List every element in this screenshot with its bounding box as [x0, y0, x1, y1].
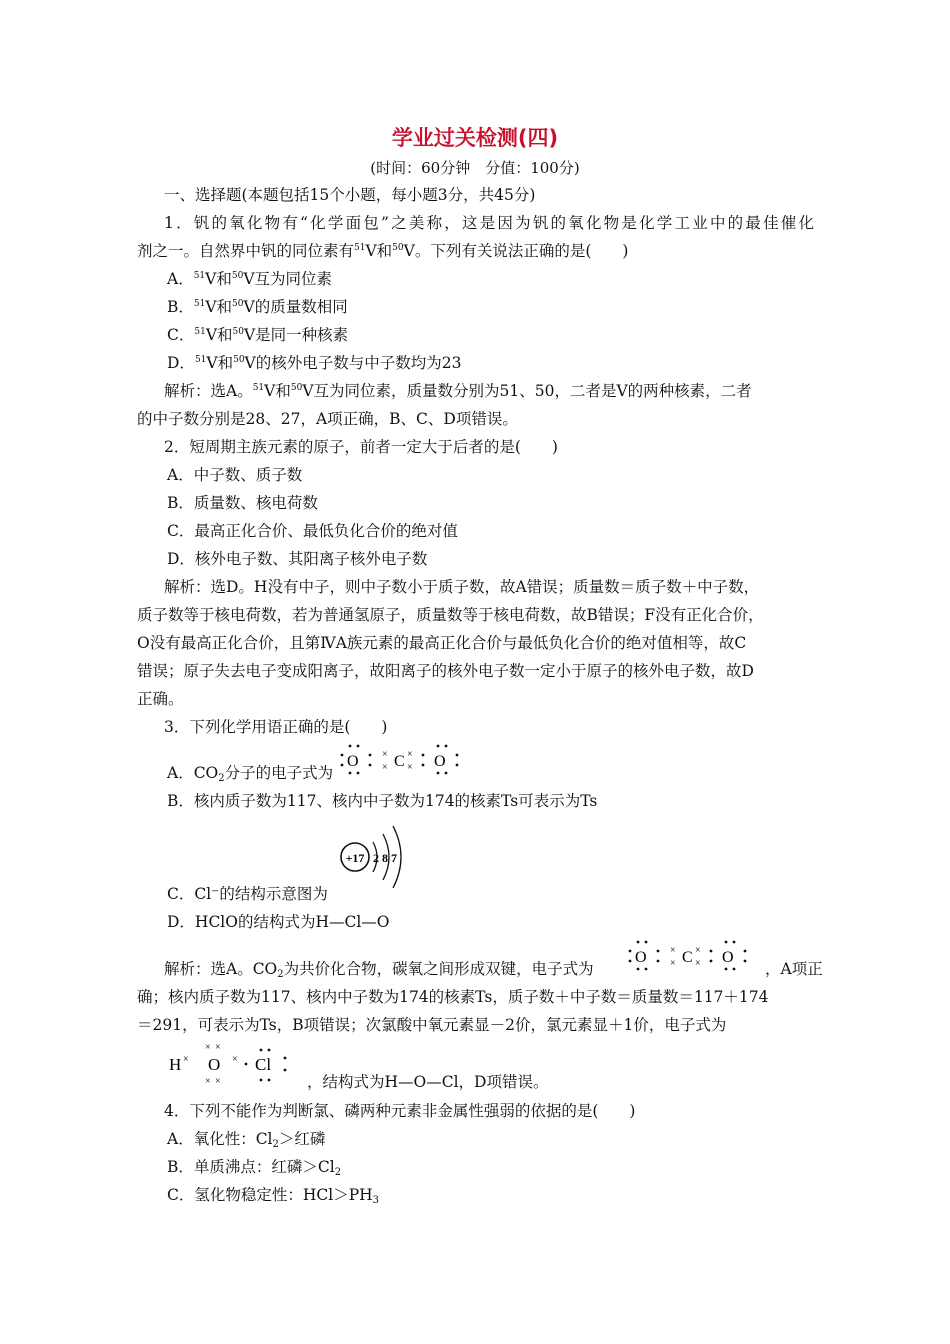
atom-o: O	[434, 753, 446, 770]
svg-text:×: ×	[407, 762, 413, 773]
q4-stem: 4．下列不能作为判断氯、磷两种元素非金属性强弱的依据的是( )	[164, 1102, 636, 1120]
q4-option-b: B．单质沸点：红磷$>Cl_2$	[167, 1158, 342, 1178]
svg-text:×: ×	[215, 1042, 221, 1053]
q3-answer-1: 解析：选A。$CO_2$为共价化合物，碳氧之间形成双键，电子式为	[164, 960, 594, 980]
q1-answer: 解析：选A。$^{51}$V和$^{50}$V互为同位素，质量数分别为51、50，二者是V的两种核素，二者	[164, 382, 752, 400]
q4-option-c: C．氢化物稳定性：$HCl>PH_3$	[167, 1186, 380, 1206]
hclo-electron-formula	[165, 1038, 305, 1088]
co2-electron-formula	[310, 740, 470, 780]
q1-stem: 1．钒的氧化物有“化学面包”之美称，这是因为钒的氧化物是化学工业中的最佳催化	[164, 214, 814, 232]
q3-answer-2: 确；核内质子数为117、核内中子数为174的核素Ts，质子数＋中子数＝质量数＝117＋174	[137, 988, 769, 1006]
svg-text:×: ×	[382, 749, 388, 760]
svg-text:×: ×	[670, 958, 676, 969]
atom-o: O	[635, 949, 647, 966]
q2-option-c: C．最高正化合价、最低负化合价的绝对值	[167, 522, 458, 540]
svg-text:×: ×	[205, 1076, 211, 1087]
q3-option-b: B．核内质子数为117、核内中子数为174的核素Ts可表示为Ts	[167, 792, 598, 810]
q2-answer-3: O没有最高正化合价，且第ⅣA族元素的最高正化合价与最低负化合价的绝对值相等，故C	[137, 634, 747, 652]
atom-cl: Cl	[255, 1055, 272, 1074]
atom-o: O	[347, 753, 359, 770]
svg-text:×: ×	[215, 1076, 221, 1087]
q2-option-a: A．中子数、质子数	[167, 466, 303, 484]
atom-o: O	[722, 949, 734, 966]
cl-ion-structure-diagram	[335, 812, 415, 892]
q2-option-b: B．质量数、核电荷数	[167, 494, 318, 512]
svg-text:×: ×	[205, 1042, 211, 1053]
q1-stem-2: 剂之一。自然界中钒的同位素有$^{51}$V和$^{50}$V。下列有关说法正确的是( )	[137, 242, 629, 260]
q2-answer-4: 错误；原子失去电子变成阳离子，故阳离子的核外电子数一定小于原子的核外电子数，故D	[137, 662, 754, 680]
q4-option-a: A．氧化性：$Cl_2>$红磷	[167, 1130, 326, 1150]
co2-electron-formula	[598, 936, 758, 976]
svg-text:×: ×	[670, 945, 676, 956]
section-heading: 一、选择题(本题包括15个小题，每小题3分，共45分)	[164, 186, 536, 204]
atom-c: C	[394, 753, 405, 770]
q3-answer-1-end: ，A项正	[765, 960, 823, 978]
svg-text:×: ×	[382, 762, 388, 773]
svg-text:×: ×	[407, 749, 413, 760]
q1-option-c: C．$^{51}$V和$^{50}$V是同一种核素	[167, 326, 349, 344]
q3-option-d: D．HClO的结构式为H—Cl—O	[167, 913, 390, 931]
exam-info: (时间：60分钟 分值：100分)	[370, 159, 580, 177]
q2-answer-2: 质子数等于核电荷数，若为普通氢原子，质量数等于核电荷数，故B错误；F没有正化合价，	[137, 606, 764, 624]
q1-option-b: B．$^{51}$V和$^{50}$V的质量数相同	[167, 298, 348, 316]
atom-o: O	[208, 1055, 221, 1074]
shell-electrons: 2 8 7	[373, 851, 397, 865]
q3-option-c: C．Cl⁻的结构示意图为	[167, 885, 328, 903]
q1-answer-2: 的中子数分别是28、27，A项正确，B、C、D项错误。	[137, 410, 518, 428]
q2-answer-5: 正确。	[137, 690, 184, 708]
q2-option-d: D．核外电子数、其阳离子核外电子数	[167, 550, 428, 568]
page-title: 学业过关检测(四)	[391, 126, 559, 150]
svg-text:×: ×	[232, 1054, 238, 1065]
q3-option-a: A．$CO_2$分子的电子式为	[167, 764, 334, 784]
q1-option-d: D．$^{51}$V和$^{50}$V的核外电子数与中子数均为23	[167, 354, 462, 372]
q3-answer-3: ＝291，可表示为Ts，B项错误；次氯酸中氧元素显－2价，氯元素显＋1价，电子式为	[137, 1016, 727, 1034]
q3-answer-4: ，结构式为H—O—Cl，D项错误。	[307, 1073, 549, 1091]
nucleus-charge: +17	[345, 851, 365, 865]
q1-option-a: A．$^{51}$V和$^{50}$V互为同位素	[167, 270, 333, 288]
svg-text:×: ×	[183, 1054, 189, 1065]
q2-answer-1: 解析：选D。H没有中子，则中子数小于质子数，故A错误；质量数＝质子数＋中子数，	[164, 578, 760, 596]
svg-text:×: ×	[695, 945, 701, 956]
atom-c: C	[682, 949, 693, 966]
q3-stem: 3．下列化学用语正确的是( )	[164, 718, 388, 736]
q2-stem: 2．短周期主族元素的原子，前者一定大于后者的是( )	[164, 438, 558, 456]
atom-h: H	[169, 1055, 182, 1074]
svg-text:×: ×	[695, 958, 701, 969]
